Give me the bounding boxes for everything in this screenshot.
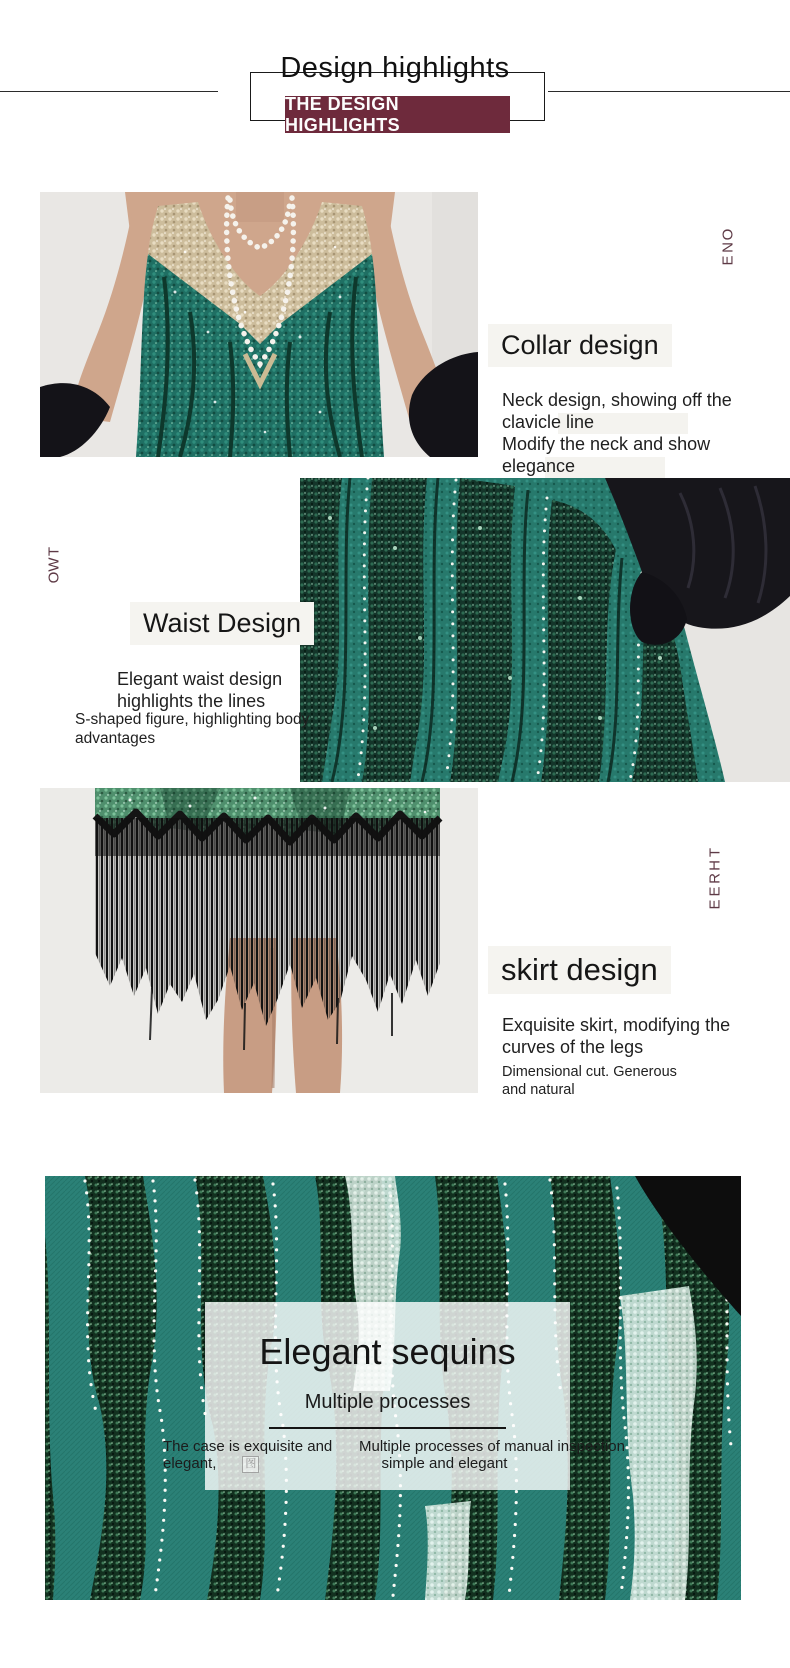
- collar-photo: [40, 192, 478, 457]
- sequins-note-left: [163, 1438, 353, 1473]
- skirt-photo-art: [40, 788, 478, 1093]
- header-rule-left: [0, 91, 218, 92]
- collar-photo-art: [40, 192, 478, 457]
- header-rule-right: [548, 91, 790, 92]
- collar-heading: Collar design: [488, 324, 672, 367]
- sequins-note-right-line1: Multiple processes of manual inspection: [359, 1438, 625, 1455]
- skirt-text-2: Dimensional cut. Generous and natural: [502, 1064, 677, 1098]
- sequins-note-right: [347, 1438, 637, 1472]
- sequins-subtitle: Multiple processes: [304, 1391, 471, 1413]
- skirt-text-1: Exquisite skirt, modifying the curves of the legs: [502, 1015, 731, 1057]
- sequins-note-right-line2: simple and elegant: [381, 1455, 508, 1472]
- waist-text-1: Elegant waist design highlights the lines: [117, 669, 283, 711]
- section-one-number: O N E: [719, 228, 737, 266]
- skirt-photo: [40, 788, 478, 1093]
- collar-text-2: Modify the neck and show elegance: [502, 434, 711, 476]
- section-three-number: T H R E E: [706, 847, 724, 910]
- waist-text-2: S-shaped figure, highlighting body advantages: [75, 711, 310, 747]
- sequins-note-left-line2: elegant, 图: [163, 1455, 353, 1473]
- skirt-heading: skirt design: [488, 946, 671, 994]
- waist-photo: [300, 478, 790, 782]
- page-title: Design highlights: [280, 52, 510, 84]
- sequins-note-left-line1: The case is exquisite and: [163, 1438, 333, 1455]
- waist-photo-art: [300, 478, 790, 782]
- header-banner: [285, 93, 510, 135]
- watermark-icon: 图: [242, 1456, 259, 1473]
- collar-text-1: Neck design, showing off the clavicle line: [502, 390, 732, 432]
- header-banner-label: THE DESIGN HIGHLIGHTS: [285, 93, 400, 135]
- waist-heading: Waist Design: [130, 602, 314, 645]
- sequins-divider: [269, 1427, 506, 1429]
- section-two-number: T W O: [45, 546, 63, 584]
- sequins-title: Elegant sequins: [259, 1331, 516, 1372]
